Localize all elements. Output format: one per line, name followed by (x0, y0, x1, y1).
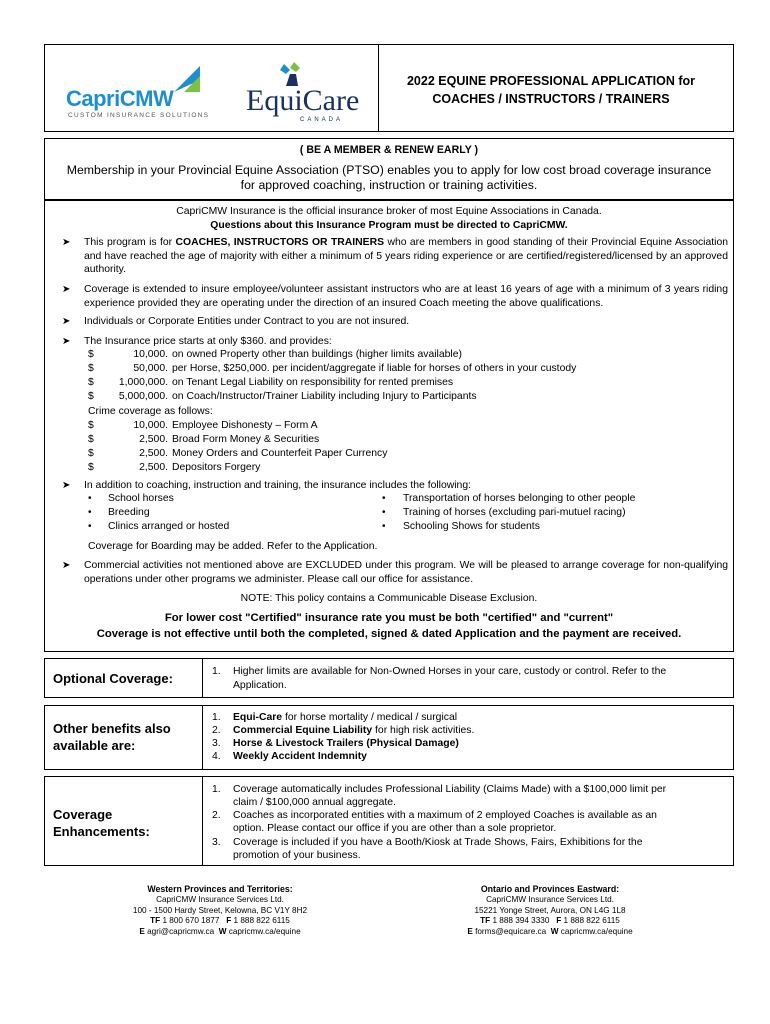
enhancements-label-line-1: Coverage (53, 807, 113, 822)
enhancement-line: Coverage automatically includes Professional Liability (Claims Made) with a $100,000 limit per (233, 784, 667, 795)
benefit-item: Horse & Livestock Trailers (Physical Damage) (233, 738, 459, 749)
benefits-label-line-2: available are: (53, 738, 136, 753)
crime-sym: $ (88, 420, 94, 431)
footer-west-web-link[interactable]: capricmw.ca/equine (228, 927, 301, 937)
enhancement-line: Coaches as incorporated entities with a maximum of 2 employed Coaches is available as an (233, 810, 657, 821)
title-line-1: 2022 EQUINE PROFESSIONAL APPLICATION for (406, 74, 695, 88)
crime-desc: Broad Form Money & Securities (172, 434, 320, 445)
optional-divider (202, 658, 203, 698)
footer-west-email-link[interactable]: agri@capricmw.ca (147, 927, 215, 937)
footer-west-address: 100 - 1500 Hardy Street, Kelowna, BC V1Y 8H2 (132, 905, 308, 915)
title-line-2: COACHES / INSTRUCTORS / TRAINERS (432, 92, 670, 106)
banner-line-2: for approved coaching, instruction or training activities. (240, 178, 538, 192)
limit-amount: 50,000. (133, 363, 168, 374)
crime-amount: 10,000. (133, 420, 168, 431)
enhancement-line: Coverage is included if you have a Booth/Kiosk at Trade Shows, Fairs, Exhibitions for the (233, 837, 643, 848)
footer-east-company: CapriCMW Insurance Services Ltd. (486, 894, 614, 904)
banner-tagline: ( BE A MEMBER & RENEW EARLY ) (299, 144, 479, 156)
capri-logo-mark (170, 62, 204, 96)
include-item: Transportation of horses belonging to other people (403, 493, 636, 504)
intro-line-2: Questions about this Insurance Program must be directed to CapriCMW. (210, 220, 568, 231)
enhancement-line: claim / $100,000 annual aggregate. (233, 797, 396, 808)
dot-bullet-icon: • (88, 521, 92, 532)
limit-desc: on owned Property other than buildings (higher limits available) (172, 349, 462, 360)
certified-line-1: For lower cost "Certified" insurance rate you must be both "certified" and "current" (164, 612, 614, 624)
benefits-divider (202, 705, 203, 770)
benefit-item: Weekly Accident Indemnity (233, 751, 367, 762)
limit-row: $ (88, 391, 94, 402)
arrow-bullet-icon: ➤ (62, 237, 71, 248)
limit-desc: per Horse, $250,000. per incident/aggregate if liable for horses of others in your custody (172, 363, 577, 374)
crime-amount: 2,500. (139, 448, 168, 459)
enhancements-divider (202, 776, 203, 866)
bullet-2: Coverage is extended to insure employee/volunteer assistant instructors who are at least 16 years of age with a minimum of 3 years riding experience provided they are operating under the direction of an insured Coach meeting the above qualifications. (84, 284, 728, 309)
benefit-number: 3. (212, 738, 221, 749)
include-item: School horses (108, 493, 174, 504)
banner-line-1: Membership in your Provincial Equine Association (PTSO) enables you to apply for low cost broad coverage insurance (66, 163, 712, 177)
crime-desc: Money Orders and Counterfeit Paper Currency (172, 448, 388, 459)
benefit-item: Commercial Equine Liability for high risk activities. (233, 725, 475, 736)
equicare-logo-subtitle: CANADA (300, 117, 344, 123)
dot-bullet-icon: • (88, 493, 92, 504)
benefit-item: Equi-Care for horse mortality / medical / surgical (233, 712, 458, 723)
benefit-number: 2. (212, 725, 221, 736)
crime-amount: 2,500. (139, 462, 168, 473)
footer-west-email: E agri@capricmw.ca W capricmw.ca/equine (139, 927, 301, 937)
enhancements-label-line-2: Enhancements: (53, 824, 150, 839)
benefit-number: 1. (212, 712, 221, 723)
optional-number: 1. (212, 666, 221, 677)
footer-west-heading: Western Provinces and Territories: (147, 884, 293, 894)
note: NOTE: This policy contains a Communicable Disease Exclusion. (240, 593, 538, 604)
bullet-1-bold: COACHES, INSTRUCTORS OR TRAINERS (175, 237, 385, 248)
limit-row: $ (88, 377, 94, 388)
include-item: Clinics arranged or hosted (108, 521, 230, 532)
footer-west-phone: TF 1 800 670 1877 F 1 888 822 6115 (150, 916, 290, 926)
bullet-4: The Insurance price starts at only $360. and provides: (84, 336, 332, 347)
limit-amount: 5,000,000. (118, 391, 168, 402)
enhancement-number: 2. (212, 810, 221, 821)
footer-east-address: 15221 Yonge Street, Aurora, ON L4G 1L8 (474, 905, 626, 915)
include-item: Schooling Shows for students (403, 521, 540, 532)
certified-line-2: Coverage is not effective until both the completed, signed & dated Application and the payment are received. (96, 628, 682, 640)
benefits-label-line-1: Other benefits also (53, 721, 171, 736)
intro-line-1: CapriCMW Insurance is the official insurance broker of most Equine Associations in Canada. (176, 206, 602, 217)
include-item: Breeding (108, 507, 150, 518)
enhancement-line: promotion of your business. (233, 850, 361, 861)
footer-east-email: E forms@equicare.ca W capricmw.ca/equine (467, 927, 633, 937)
footer-west-company: CapriCMW Insurance Services Ltd. (156, 894, 284, 904)
arrow-bullet-icon: ➤ (62, 316, 71, 327)
limit-desc: on Tenant Legal Liability on responsibility for rented premises (172, 377, 454, 388)
dot-bullet-icon: • (382, 521, 386, 532)
bullet-3: Individuals or Corporate Entities under Contract to you are not insured. (84, 316, 410, 327)
dot-bullet-icon: • (382, 507, 386, 518)
page-title (378, 72, 724, 108)
limit-row: $ (88, 363, 94, 374)
crime-heading: Crime coverage as follows: (88, 406, 213, 417)
crime-sym: $ (88, 462, 94, 473)
bullet-1: This program is for COACHES, INSTRUCTORS OR TRAINERS who are members in good standing of their Provincial Equine Association and have reached the age of majority with either a minimum of 5 years riding experience or are certified/registered/licensed by an approved authority. (84, 237, 729, 276)
optional-item-line-1: Higher limits are available for Non-Owned Horses in your care, custody or control. Refer to the (233, 666, 667, 677)
capri-logo-subtitle: CUSTOM INSURANCE SOLUTIONS (68, 112, 210, 119)
benefit-number: 4. (212, 751, 221, 762)
equicare-logo-text: EquiCare (246, 84, 360, 117)
enhancement-number: 3. (212, 837, 221, 848)
boarding-note: Coverage for Boarding may be added. Refer to the Application. (88, 541, 378, 552)
optional-coverage-label: Optional Coverage: (53, 671, 173, 686)
limit-desc: on Coach/Instructor/Trainer Liability including Injury to Participants (172, 391, 477, 402)
enhancement-number: 1. (212, 784, 221, 795)
include-item: Training of horses (excluding pari-mutuel racing) (403, 507, 626, 518)
crime-desc: Employee Dishonesty – Form A (172, 420, 318, 431)
footer-west (100, 884, 340, 938)
dot-bullet-icon: • (382, 493, 386, 504)
bullet-5: In addition to coaching, instruction and training, the insurance includes the following: (84, 480, 472, 491)
crime-amount: 2,500. (139, 434, 168, 445)
crime-desc: Depositors Forgery (172, 462, 261, 473)
capri-logo-text: CapriCMW (66, 86, 174, 111)
arrow-bullet-icon: ➤ (62, 480, 71, 491)
footer-east-web-link[interactable]: capricmw.ca/equine (560, 927, 633, 937)
footer-east-email-link[interactable]: forms@equicare.ca (475, 927, 547, 937)
bullet-6: Commercial activities not mentioned above are EXCLUDED under this program. We will be pleased to arrange coverage for non-qualifying operations under other programs we administer. Please call our office for assistance. (84, 560, 728, 585)
crime-sym: $ (88, 448, 94, 459)
footer-east-heading: Ontario and Provinces Eastward: (480, 884, 620, 894)
dot-bullet-icon: • (88, 507, 92, 518)
footer-east-phone: TF 1 888 394 3330 F 1 888 822 6115 (480, 916, 620, 926)
enhancement-line: option. Please contact our office if you are other than a sole proprietor. (233, 823, 557, 834)
crime-sym: $ (88, 434, 94, 445)
arrow-bullet-icon: ➤ (62, 284, 71, 295)
arrow-bullet-icon: ➤ (62, 336, 71, 347)
arrow-bullet-icon: ➤ (62, 560, 71, 571)
footer-east (430, 884, 670, 938)
limit-row: $ (88, 349, 94, 360)
limit-amount: 1,000,000. (118, 377, 168, 388)
limit-amount: 10,000. (133, 349, 168, 360)
optional-item-line-2: Application. (233, 680, 287, 691)
